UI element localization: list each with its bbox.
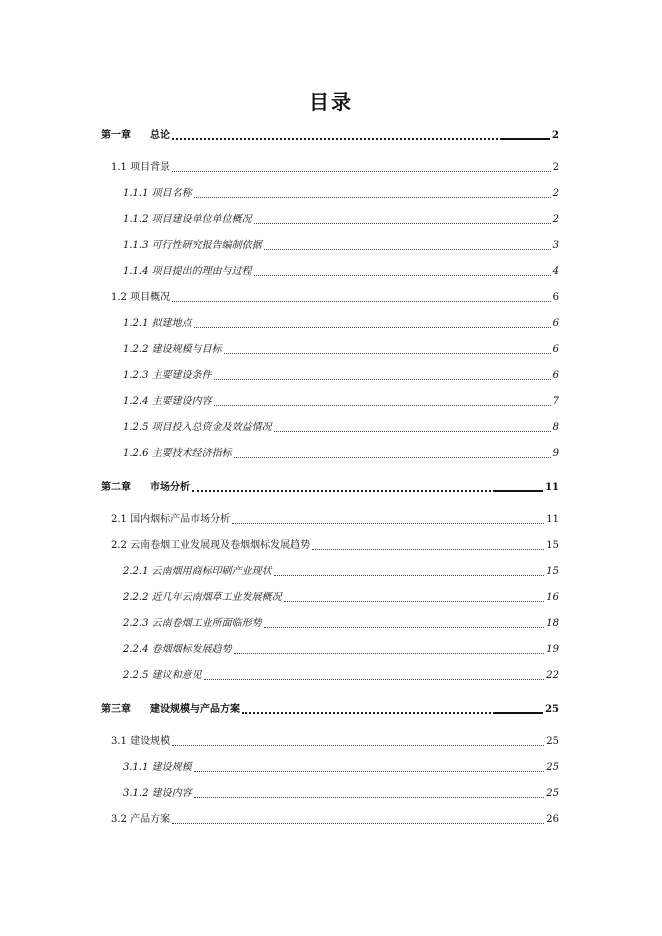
toc-subsection-3-1-1[interactable] [123, 760, 559, 774]
subsection-title: 2.2.1 云南烟用商标印刷产业现状 [123, 566, 272, 577]
chapter-title: 总论 [150, 130, 170, 141]
toc-subsection-2-2-2[interactable] [123, 590, 559, 604]
subsection-title: 2.2.5 建议和意见 [123, 670, 202, 681]
toc-subsection-1-2-3[interactable] [123, 368, 559, 382]
page-number: 16 [546, 592, 559, 603]
toc-section-2-1[interactable] [111, 512, 559, 526]
section-title: 3.1 建设规模 [111, 736, 171, 747]
dot-leader [204, 678, 545, 680]
toc-section-1-2[interactable] [111, 290, 559, 304]
toc-subsection-1-2-2[interactable] [123, 342, 559, 356]
subsection-title: 1.1.3 可行性研究报告编制依据 [123, 240, 262, 251]
subsection-title: 1.1.2 项目建设单位单位概况 [123, 214, 252, 225]
toc-subsection-2-2-5[interactable] [123, 668, 559, 682]
dot-leader [232, 522, 544, 524]
toc-chapter-1[interactable] [101, 128, 559, 142]
dot-leader [172, 822, 544, 824]
dot-leader [172, 137, 550, 140]
toc-section-1-1[interactable] [111, 160, 559, 174]
toc-subsection-1-1-1[interactable] [123, 186, 559, 200]
subsection-title: 2.2.2 近几年云南烟草工业发展概况 [123, 592, 282, 603]
subsection-title: 2.2.3 云南卷烟工业所面临形势 [123, 618, 262, 629]
toc-chapter-2[interactable] [101, 480, 559, 494]
dot-leader [234, 652, 545, 654]
dot-leader [274, 430, 551, 432]
dot-leader [194, 196, 551, 198]
chapter-title: 建设规模与产品方案 [150, 704, 240, 715]
toc-subsection-1-1-4[interactable] [123, 264, 559, 278]
page-number: 6 [552, 318, 559, 329]
dot-leader [264, 248, 551, 250]
subsection-title: 3.1.1 建设规模 [123, 762, 192, 773]
dot-leader [312, 548, 544, 550]
page-number: 11 [545, 482, 559, 493]
toc-subsection-2-2-1[interactable] [123, 564, 559, 578]
toc-section-2-2[interactable] [111, 538, 559, 552]
dot-leader [194, 770, 545, 772]
dot-leader [172, 744, 544, 746]
toc-subsection-1-2-4[interactable] [123, 394, 559, 408]
page-number: 19 [546, 644, 559, 655]
toc-subsection-3-1-2[interactable] [123, 786, 559, 800]
toc-subsection-1-1-3[interactable] [123, 238, 559, 252]
page-number: 7 [552, 396, 559, 407]
dot-leader [172, 300, 551, 302]
page-number: 15 [546, 566, 559, 577]
page-number: 6 [552, 292, 559, 303]
page-number: 11 [546, 514, 559, 525]
toc-subsection-1-2-5[interactable] [123, 420, 559, 434]
page-number: 22 [546, 670, 559, 681]
page-number: 25 [546, 736, 559, 747]
subsection-title: 1.2.4 主要建设内容 [123, 396, 212, 407]
chapter-title: 市场分析 [150, 482, 190, 493]
subsection-title: 1.2.1 拟建地点 [123, 318, 192, 329]
page-number: 2 [552, 162, 559, 173]
section-title: 2.1 国内烟标产品市场分析 [111, 514, 231, 525]
page-number: 18 [546, 618, 559, 629]
section-title: 1.2 项目概况 [111, 292, 171, 303]
dot-leader [234, 456, 551, 458]
subsection-title: 1.2.5 项目投入总资金及效益情况 [123, 422, 272, 433]
subsection-title: 1.1.4 项目提出的理由与过程 [123, 266, 252, 277]
dot-leader [214, 378, 551, 380]
toc-subsection-1-1-2[interactable] [123, 212, 559, 226]
chapter-number: 第二章 [101, 482, 131, 493]
chapter-number: 第三章 [101, 704, 131, 715]
toc-subsection-1-2-6[interactable] [123, 446, 559, 460]
page-number: 26 [546, 814, 559, 825]
page-number: 2 [552, 188, 559, 199]
page-number: 6 [552, 370, 559, 381]
dot-leader [194, 796, 545, 798]
section-title: 1.1 项目背景 [111, 162, 171, 173]
dot-leader [224, 352, 551, 354]
subsection-title: 1.2.2 建设规模与目标 [123, 344, 222, 355]
page-number: 3 [552, 240, 559, 251]
subsection-title: 3.1.2 建设内容 [123, 788, 192, 799]
dot-leader [194, 326, 551, 328]
toc-subsection-2-2-4[interactable] [123, 642, 559, 656]
page-number: 9 [552, 448, 559, 459]
subsection-title: 1.1.1 项目名称 [123, 188, 192, 199]
toc-section-3-1[interactable] [111, 734, 559, 748]
chapter-number: 第一章 [101, 130, 131, 141]
page-title: 目录 [309, 90, 353, 114]
page-number: 25 [546, 762, 559, 773]
subsection-title: 1.2.3 主要建设条件 [123, 370, 212, 381]
section-title: 3.2 产品方案 [111, 814, 171, 825]
subsection-title: 2.2.4 卷烟烟标发展趋势 [123, 644, 232, 655]
page-number: 8 [552, 422, 559, 433]
toc-subsection-1-2-1[interactable] [123, 316, 559, 330]
page-number: 25 [546, 788, 559, 799]
section-title: 2.2 云南卷烟工业发展现及卷烟烟标发展趋势 [111, 540, 311, 551]
dot-leader [254, 222, 551, 224]
dot-leader [284, 600, 545, 602]
dot-leader [242, 711, 543, 714]
toc-chapter-3[interactable] [101, 702, 559, 716]
page-number: 25 [545, 704, 559, 715]
dot-leader [214, 404, 551, 406]
dot-leader [254, 274, 551, 276]
page-number: 6 [552, 344, 559, 355]
page-number: 4 [552, 266, 559, 277]
page-number: 2 [552, 214, 559, 225]
subsection-title: 1.2.6 主要技术经济指标 [123, 448, 232, 459]
dot-leader [192, 489, 543, 492]
dot-leader [274, 574, 545, 576]
toc-section-3-2[interactable] [111, 812, 559, 826]
dot-leader [264, 626, 545, 628]
toc-subsection-2-2-3[interactable] [123, 616, 559, 630]
page-number: 15 [546, 540, 559, 551]
page-number: 2 [552, 130, 559, 141]
dot-leader [172, 170, 551, 172]
